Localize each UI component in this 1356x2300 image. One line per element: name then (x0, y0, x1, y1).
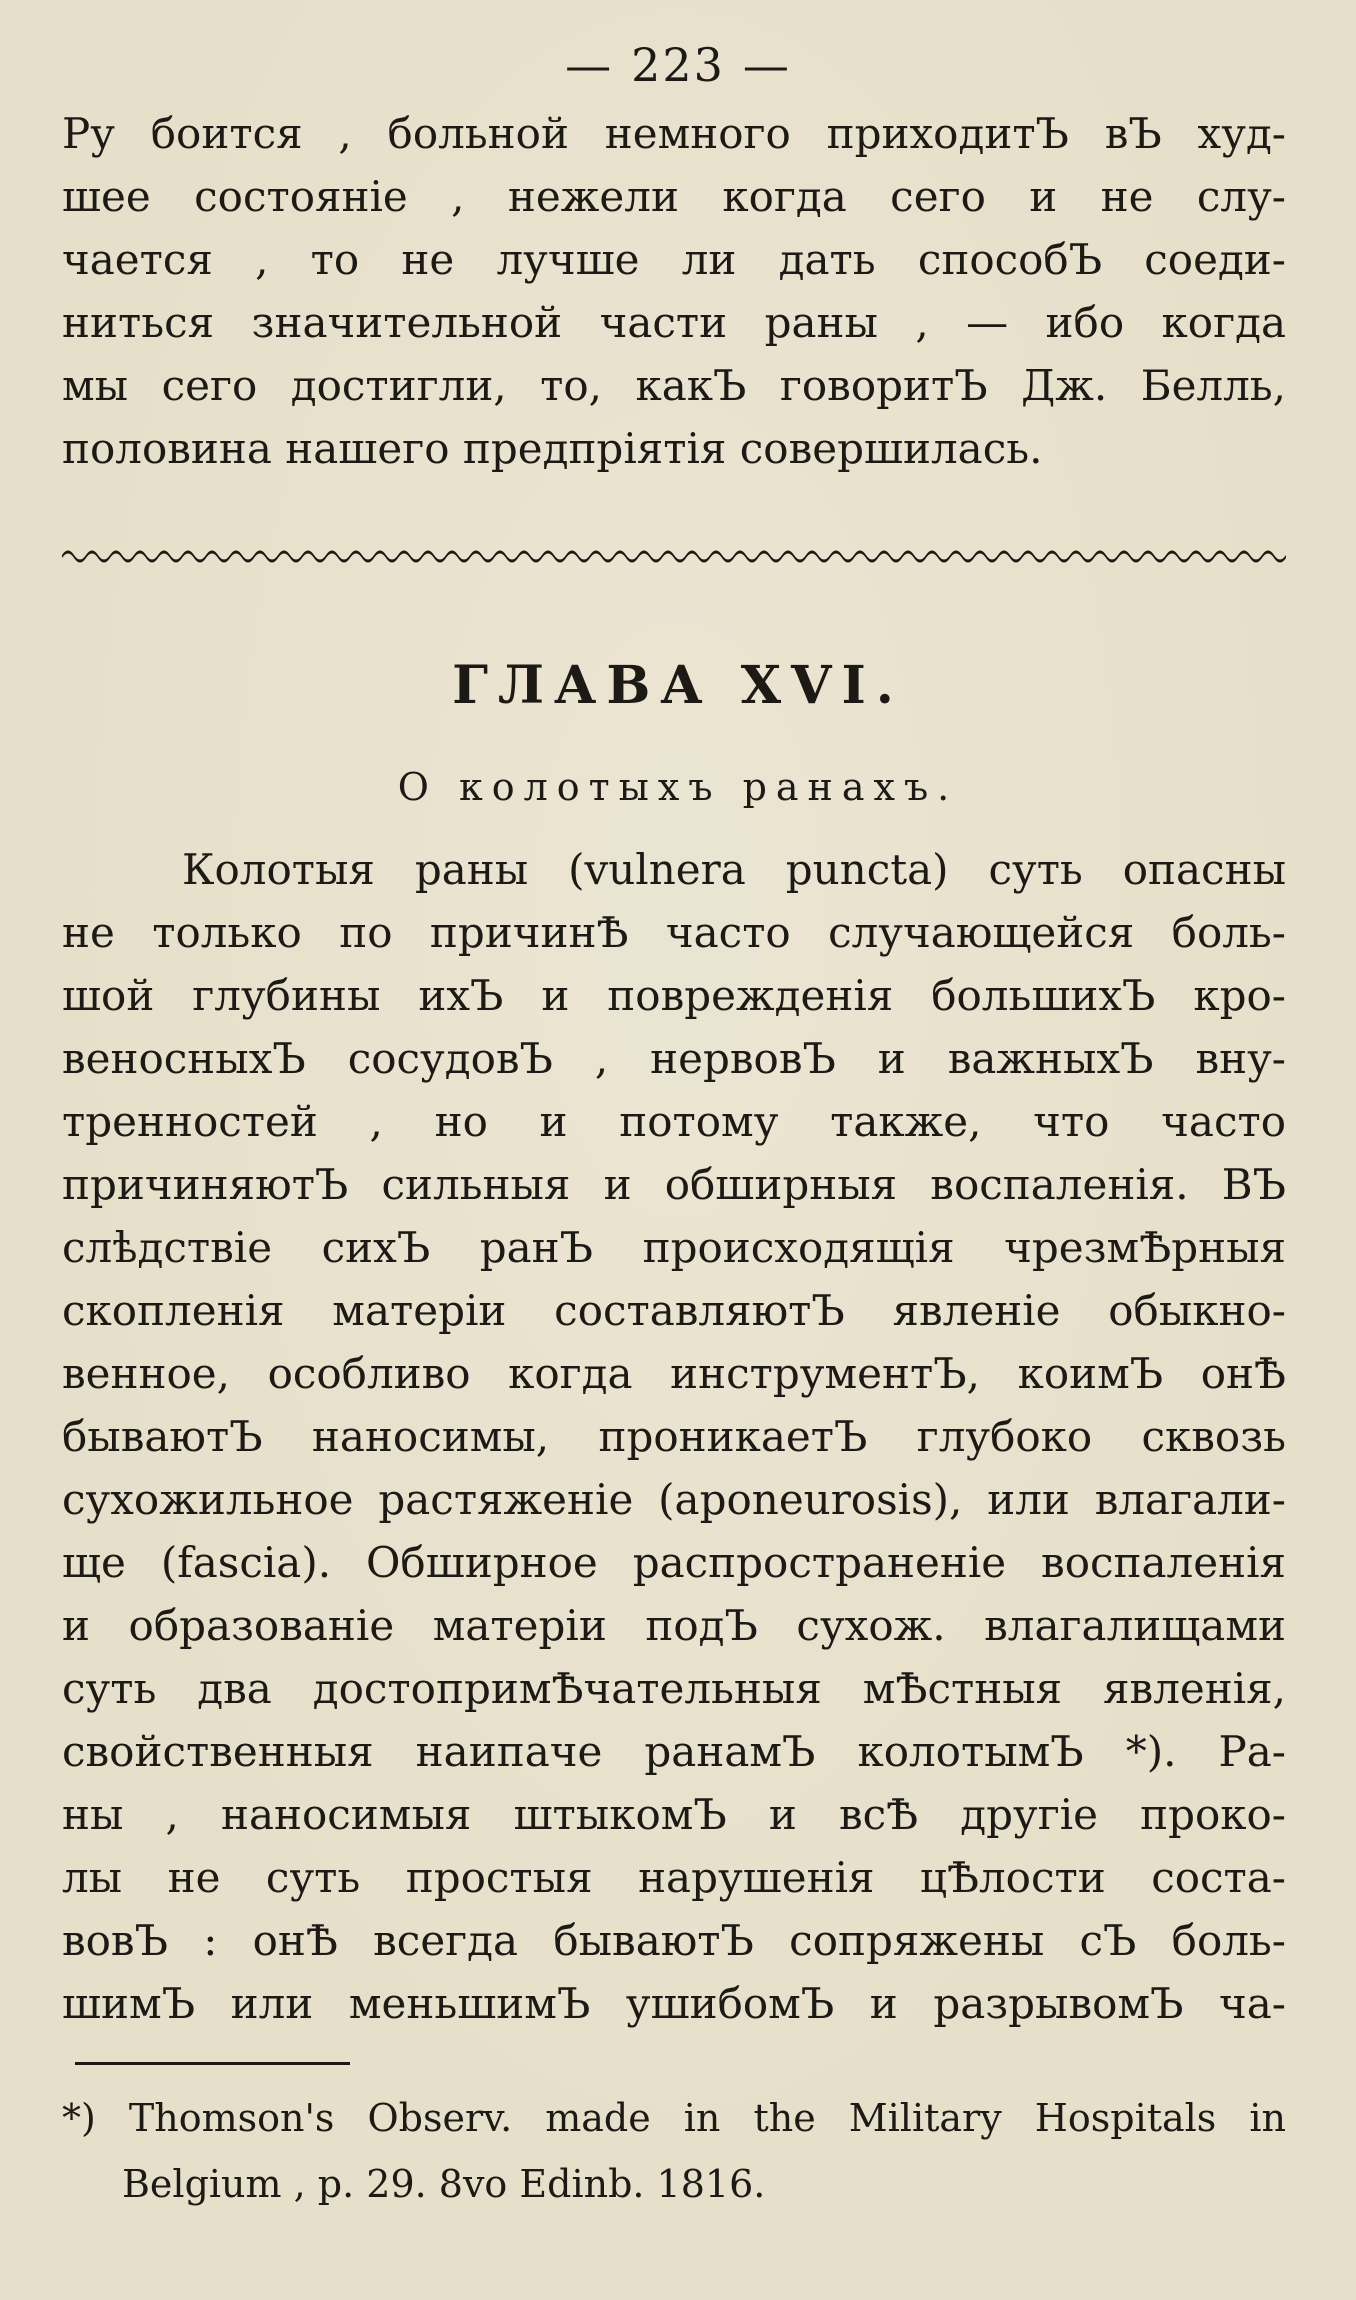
ornament-wave (614, 551, 638, 563)
ornament-wave (254, 551, 278, 563)
ornament-wave (350, 551, 374, 563)
ornament-wave (998, 551, 1022, 563)
ornament-wave (734, 551, 758, 563)
ornament-wave (326, 551, 350, 563)
text-line: Колотыя раны (vulnera puncta) суть опасны (182, 845, 1286, 894)
ornament-wave (878, 551, 902, 563)
text-line: и образованіе матеріи подЪ сухож. влагалищами (62, 1601, 1286, 1650)
top-paragraph (62, 102, 1286, 480)
text-line: ниться значительной части раны , — ибо когда (62, 298, 1286, 347)
ornament-wave (854, 551, 878, 563)
ornament-wave (422, 551, 446, 563)
ornament-wave (494, 551, 518, 563)
ornament-wave (302, 551, 326, 563)
text-line: не только по причинѢ часто случающейся боль- (62, 908, 1286, 957)
text-line: лы не суть простыя нарушенія цѢлости соста- (62, 1853, 1286, 1902)
text-line: причиняютЪ сильныя и обширныя воспаленія. ВЪ (62, 1160, 1286, 1209)
footnote-line: Belgium , p. 29. 8vo Edinb. 1816. (122, 2162, 766, 2206)
text-line: тренностей , но и потому также, что часто (62, 1097, 1286, 1146)
page-number-value: 223 (631, 38, 725, 92)
ornament-wave (158, 551, 182, 563)
chapter-heading: ГЛАВА XVI. (452, 655, 904, 716)
text-line: суть два достопримѢчательныя мѢстныя явленія, (62, 1664, 1286, 1713)
ornament-wave (230, 551, 254, 563)
ornament-wave (206, 551, 230, 563)
text-line: шой глубины ихЪ и поврежденія большихЪ кро- (62, 971, 1286, 1020)
ornament-wave (446, 551, 470, 563)
body-paragraph (62, 838, 1286, 2035)
ornament-wave (1070, 551, 1094, 563)
text-line: мы сего достигли, то, какЪ говоритЪ Дж. Белль, (62, 361, 1286, 410)
text-line: Ру боится , больной немного приходитЪ вЪ худ- (62, 109, 1286, 158)
ornament-wave (974, 551, 998, 563)
ornament-wave (782, 551, 806, 563)
chapter-subheading: О колотыхъ ранахъ. (397, 765, 959, 809)
ornament-wave (902, 551, 926, 563)
ornament-wave (1166, 551, 1190, 563)
text-line: ны , наносимыя штыкомЪ и всѢ другіе проко- (62, 1790, 1286, 1839)
text-line: сухожильное растяженіе (aponeurosis), или влагали- (62, 1475, 1286, 1524)
ornament-wave (1238, 551, 1262, 563)
ornament-wave (590, 551, 614, 563)
ornament-wave (1142, 551, 1166, 563)
ornament-wave (182, 551, 206, 563)
ornament-wave (1118, 551, 1142, 563)
footnote-line: *) Thomson's Observ. made in the Military Hospitals in (62, 2096, 1286, 2140)
ornament-wave (86, 551, 110, 563)
ornament-wave (1022, 551, 1046, 563)
ornament-wave (566, 551, 590, 563)
ornament-wave (1262, 551, 1286, 563)
ornament-wave (758, 551, 782, 563)
ornament-wave (518, 551, 542, 563)
ornament-wave (830, 551, 854, 563)
text-line: слѣдствіе сихЪ ранЪ происходящія чрезмѢрныя (62, 1223, 1286, 1272)
ornament-wave (1190, 551, 1214, 563)
ornament-wave (710, 551, 734, 563)
ornament-wave (62, 551, 86, 563)
ornament-wave (470, 551, 494, 563)
text-line: шее состояніе , нежели когда сего и не слу- (62, 172, 1286, 221)
ornament-wave (134, 551, 158, 563)
ornament-wave (1214, 551, 1238, 563)
ornament-wave (374, 551, 398, 563)
footnote-rule (75, 2062, 350, 2065)
text-line: веносныхЪ сосудовЪ , нервовЪ и важныхЪ вну- (62, 1034, 1286, 1083)
text-line: вовЪ : онѢ всегда бываютЪ сопряжены сЪ боль- (62, 1916, 1286, 1965)
ornament-wave (398, 551, 422, 563)
footnote (62, 2085, 1286, 2217)
ornament-wave (542, 551, 566, 563)
ornament-wave (926, 551, 950, 563)
ornament-wave (638, 551, 662, 563)
ornament-wave (686, 551, 710, 563)
ornamental-divider (62, 545, 1286, 565)
text-line: чается , то не лучше ли дать способЪ соеди- (62, 235, 1286, 284)
text-line: ще (fascia). Обширное распространеніе воспаленія (62, 1538, 1286, 1587)
ornament-wave (1046, 551, 1070, 563)
text-line: свойственныя наипаче ранамЪ колотымЪ *). Ра- (62, 1727, 1286, 1776)
ornament-wave (110, 551, 134, 563)
page-number: — 223 — (565, 38, 791, 92)
text-line: скопленія матеріи составляютЪ явленіе обыкно- (62, 1286, 1286, 1335)
text-line: бываютЪ наносимы, проникаетЪ глубоко сквозь (62, 1412, 1286, 1461)
text-line: половина нашего предпріятія совершилась. (62, 424, 1043, 473)
ornament-wave (278, 551, 302, 563)
ornament-wave (806, 551, 830, 563)
text-line: венное, особливо когда инструментЪ, коимЪ онѢ (62, 1349, 1286, 1398)
ornament-wave (950, 551, 974, 563)
ornament-wave (1094, 551, 1118, 563)
text-line: шимЪ или меньшимЪ ушибомЪ и разрывомЪ ча- (62, 1979, 1286, 2028)
ornament-wave (662, 551, 686, 563)
